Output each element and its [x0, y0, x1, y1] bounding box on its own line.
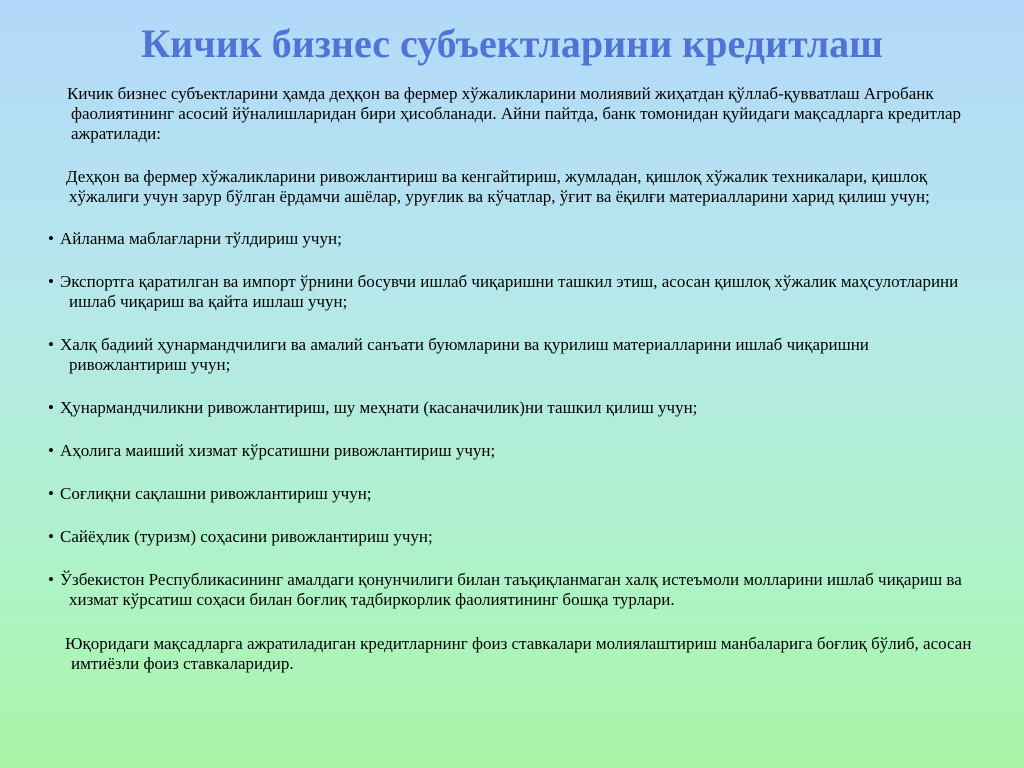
list-item [48, 272, 978, 312]
bullet-icon: • [48, 570, 54, 589]
slide-title: Кичик бизнес субъектларини кредитлаш [141, 21, 883, 66]
list-item-text: Ўзбекистон Республикасининг амалдаги қонунчилиги билан таъқиқланмаган халқ истеъмоли молларини ишлаб чиқариш ва хизмат кўрсатиш соҳаси билан боғлиқ тадбиркорлик фаолиятининг бошқа турлари. [60, 570, 962, 609]
list-item [48, 398, 978, 418]
list-item-text: Аҳолига маиший хизмат кўрсатишни ривожлантириш учун; [60, 441, 496, 460]
list-item-text: Экспортга қаратилган ва импорт ўрнини босувчи ишлаб чиқаришни ташкил этиш, асосан қишлоқ хўжалик маҳсулотларини ишлаб чиқариш ва қайта ишлаш учун; [60, 272, 959, 311]
bullet-icon: • [48, 335, 54, 354]
list-item-text: Халқ бадиий ҳунармандчилиги ва амалий санъати буюмларини ва қурилиш материалларини ишлаб чиқаришни ривожлантириш учун; [60, 335, 869, 374]
bullet-icon: • [48, 441, 54, 460]
list-item [48, 229, 978, 249]
list-item-text: Ҳунармандчиликни ривожлантириш, шу меҳнати (касаначилик)ни ташкил қилиш учун; [60, 398, 698, 417]
list-item [48, 527, 978, 547]
slide-body [48, 84, 978, 674]
list-item [48, 335, 978, 375]
farm-credit-paragraph: Деҳқон ва фермер хўжаликларини ривожлантириш ва кенгайтириш, жумладан, қишлоқ хўжалик техникалари, қишлоқ хўжалиги учун зарур бўлган ёрдамчи ашёлар, уруғлик ва кўчатлар, ўғит ва ёқилғи материалларини харид қилиш учун; [66, 167, 930, 206]
conclusion-paragraph: Юқоридаги мақсадларга ажратиладиган кредитларнинг фоиз ставкалари молиялаштириш манбаларига боғлиқ бўлиб, асосан имтиёзли фоиз ставкаларидир. [65, 634, 972, 673]
bullet-icon: • [48, 229, 54, 248]
bullet-icon: • [48, 272, 54, 291]
bullet-icon: • [48, 484, 54, 503]
list-item-text: Айланма маблағларни тўлдириш учун; [60, 229, 342, 248]
credit-purpose-list [48, 229, 978, 610]
list-item [48, 484, 978, 504]
list-item-text: Сайёҳлик (туризм) соҳасини ривожлантириш учун; [60, 527, 433, 546]
list-item [48, 441, 978, 461]
bullet-icon: • [48, 398, 54, 417]
list-item [48, 570, 978, 610]
intro-paragraph: Кичик бизнес субъектларини ҳамда деҳқон ва фермер хўжаликларини молиявий жиҳатдан қўллаб-қувватлаш Агробанк фаолиятининг асосий йўналишларидан бири ҳисобланади. Айни пайтда, банк томонидан қуйидаги мақсадларга кредитлар ажратилади: [67, 84, 962, 143]
list-item-text: Соғлиқни сақлашни ривожлантириш учун; [60, 484, 372, 503]
bullet-icon: • [48, 527, 54, 546]
